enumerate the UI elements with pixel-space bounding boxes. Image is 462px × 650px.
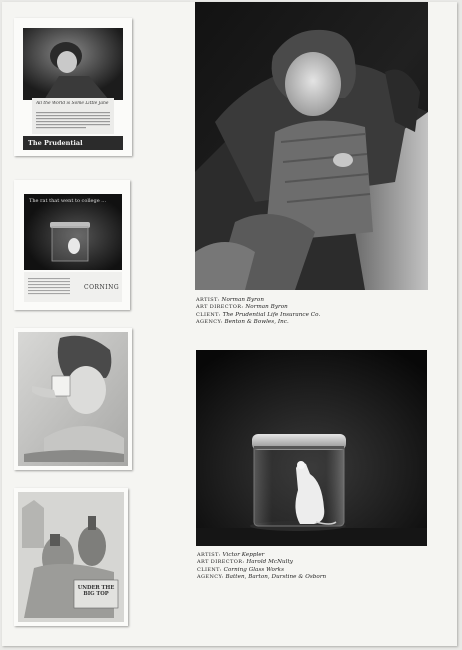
thumbnail-prudential-ad[interactable] bbox=[14, 18, 132, 156]
credit-line-artist: ARTIST: Victor Keppler bbox=[197, 552, 265, 558]
credit-line-client: CLIENT: Corning Glass Works bbox=[197, 566, 285, 573]
photo-rat-in-jar[interactable] bbox=[196, 350, 427, 546]
credits-child-photo bbox=[196, 297, 320, 327]
eye-portrait-ad-image bbox=[14, 328, 132, 470]
prudential-ad-headline: All the World is Some Little Jane bbox=[36, 101, 109, 106]
prudential-ad-brand: The Prudential bbox=[28, 139, 83, 147]
credit-line-art-director: ART DIRECTOR: Norman Byron bbox=[196, 304, 288, 311]
credit-line-art-director: ART DIRECTOR: Harold McNulty bbox=[197, 559, 294, 566]
thumbnail-corning-ad[interactable] bbox=[14, 180, 130, 310]
corning-ad-headline: The rat that went to college ... bbox=[29, 198, 107, 204]
credits-rat-jar-photo bbox=[197, 552, 326, 582]
photo-child-reclining[interactable] bbox=[195, 2, 428, 290]
thumbnail-eye-portrait-ad[interactable] bbox=[14, 328, 132, 470]
parade-ad-headline: UNDER THE BIG TOP bbox=[77, 585, 115, 597]
catalog-page bbox=[2, 2, 457, 646]
parade-ad-image bbox=[14, 488, 128, 626]
thumbnail-parade-ad[interactable] bbox=[14, 488, 128, 626]
child-photo-image bbox=[195, 2, 428, 290]
credit-line-artist: ARTIST: Norman Byron bbox=[196, 297, 264, 303]
credit-line-agency: AGENCY: Benton & Bowles, Inc. bbox=[196, 319, 289, 326]
rat-jar-photo-image bbox=[196, 350, 427, 546]
prudential-ad-image bbox=[14, 18, 132, 156]
credit-line-agency: AGENCY: Batten, Barton, Durstine & Osborn bbox=[197, 574, 327, 581]
corning-ad-brand: CORNING bbox=[84, 284, 120, 291]
credit-line-client: CLIENT: The Prudential Life Insurance Co. bbox=[196, 311, 321, 318]
